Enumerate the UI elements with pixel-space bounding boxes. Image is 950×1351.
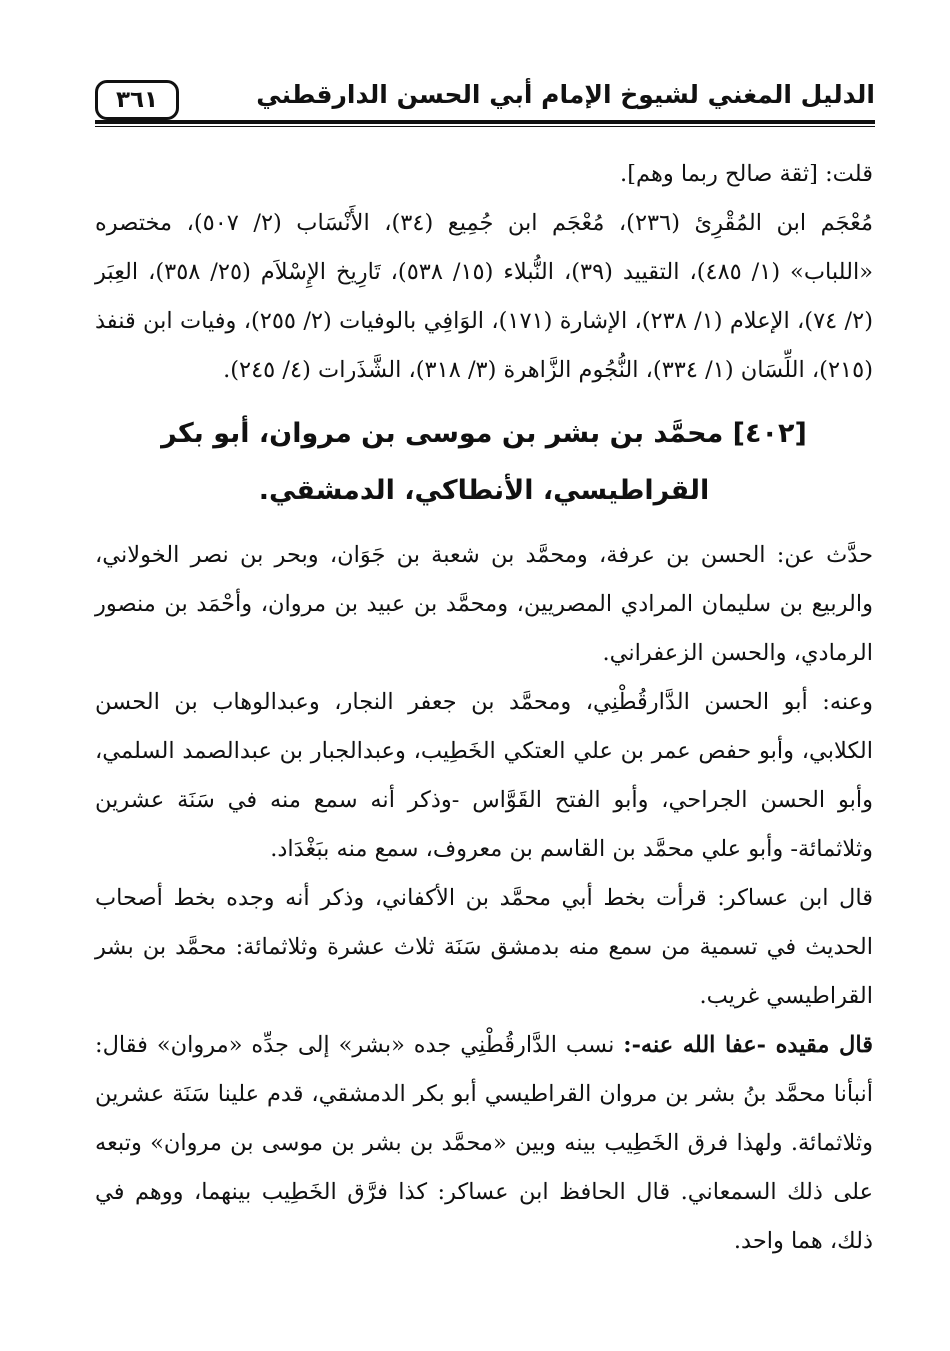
- verdict-line: قلت: [ثقة صالح ربما وهم].: [620, 161, 873, 187]
- narrators-paragraph: وعنه: أبو الحسن الدَّارقُطْنِي، ومحمَّد بن جعفر النجار، وعبدالوهاب بن الحسن الكلابي، وأبو حفص عمر بن علي العتكي الخَطِيب، وعبدالجبار بن عبدالصمد السلمي، وأبو الحسن الجراحي، وأبو الفتح القَوَّاس -وذكر أنه سمع منه في سَنَة عشرين وثلاثمائة- وأبو علي محمَّد بن القاسم بن معروف، سمع منه ببَغْدَاد.: [95, 689, 873, 862]
- page-number-box: [95, 80, 179, 120]
- page-body: [95, 150, 873, 1266]
- narrated-from-paragraph: حدَّث عن: الحسن بن عرفة، ومحمَّد بن شعبة بن جَوَان، وبحر بن نصر الخولاني، والربيع بن سليمان المرادي المصريين، ومحمَّد بن عبيد بن مروان، وأحْمَد بن منصور الرمادي، والحسن الزعفراني.: [95, 542, 873, 666]
- header-rule-thick: [95, 120, 875, 124]
- book-title: الدليل المغني لشيوخ الإمام أبي الحسن الدارقطني: [256, 80, 875, 109]
- entry-heading: [٤٠٢] محمَّد بن بشر بن موسى بن مروان، أبو بكر القراطيسي، الأنطاكي، الدمشقي.: [161, 418, 807, 506]
- page-number: ٣٦١: [115, 87, 159, 113]
- author-note-text: نسب الدَّارقُطْنِي جده «بشر» إلى جدِّه «مروان» فقال: أنبأنا محمَّد بنُ بشر بن مروان القراطيسي أبو بكر الدمشقي، قدم علينا سَنَة عشرين وثلاثمائة. ولهذا فرق الخَطِيب بينه وبين «محمَّد بن بشر بن موسى بن مروان» وتبعه على ذلك السمعاني. قال الحافظ ابن عساكر: كذا فرَّق الخَطِيب بينهما، ووهم في ذلك، هما واحد.: [95, 1032, 873, 1254]
- sources-paragraph: مُعْجَم ابن المُقْرِئ (٢٣٦)، مُعْجَم ابن جُمِيع (٣٤)، الأَنْسَاب (٢/ ٥٠٧)، مختصره «اللباب» (١/ ٤٨٥)، التقييد (٣٩)، النُّبلاء (١٥/ ٥٣٨)، تَارِيخ الإِسْلاَم (٢٥/ ٣٥٨)، العِبَر (٢/ ٧٤)، الإعلام (١/ ٢٣٨)، الإشارة (١٧١)، الوَافِي بالوفيات (٢/ ٢٥٥)، وفيات ابن قنفذ (٢١٥)، اللِّسَان (١/ ٣٣٤)، النُّجُوم الزَّاهرة (٣/ ٣١٨)، الشَّذَرات (٤/ ٢٤٥).: [95, 210, 874, 383]
- author-note-lead: قال مقيده -عفا الله عنه-:: [623, 1032, 873, 1058]
- ibn-asakir-paragraph: قال ابن عساكر: قرأت بخط أبي محمَّد بن الأكفاني، وذكر أنه وجده بخط أصحاب الحديث في تسمية من سمع منه بدمشق سَنَة ثلاث عشرة وثلاثمائة: محمَّد بن بشر القراطيسي غريب.: [95, 885, 873, 1009]
- header-rule-thin: [95, 126, 875, 127]
- author-note-paragraph: [95, 1021, 873, 1266]
